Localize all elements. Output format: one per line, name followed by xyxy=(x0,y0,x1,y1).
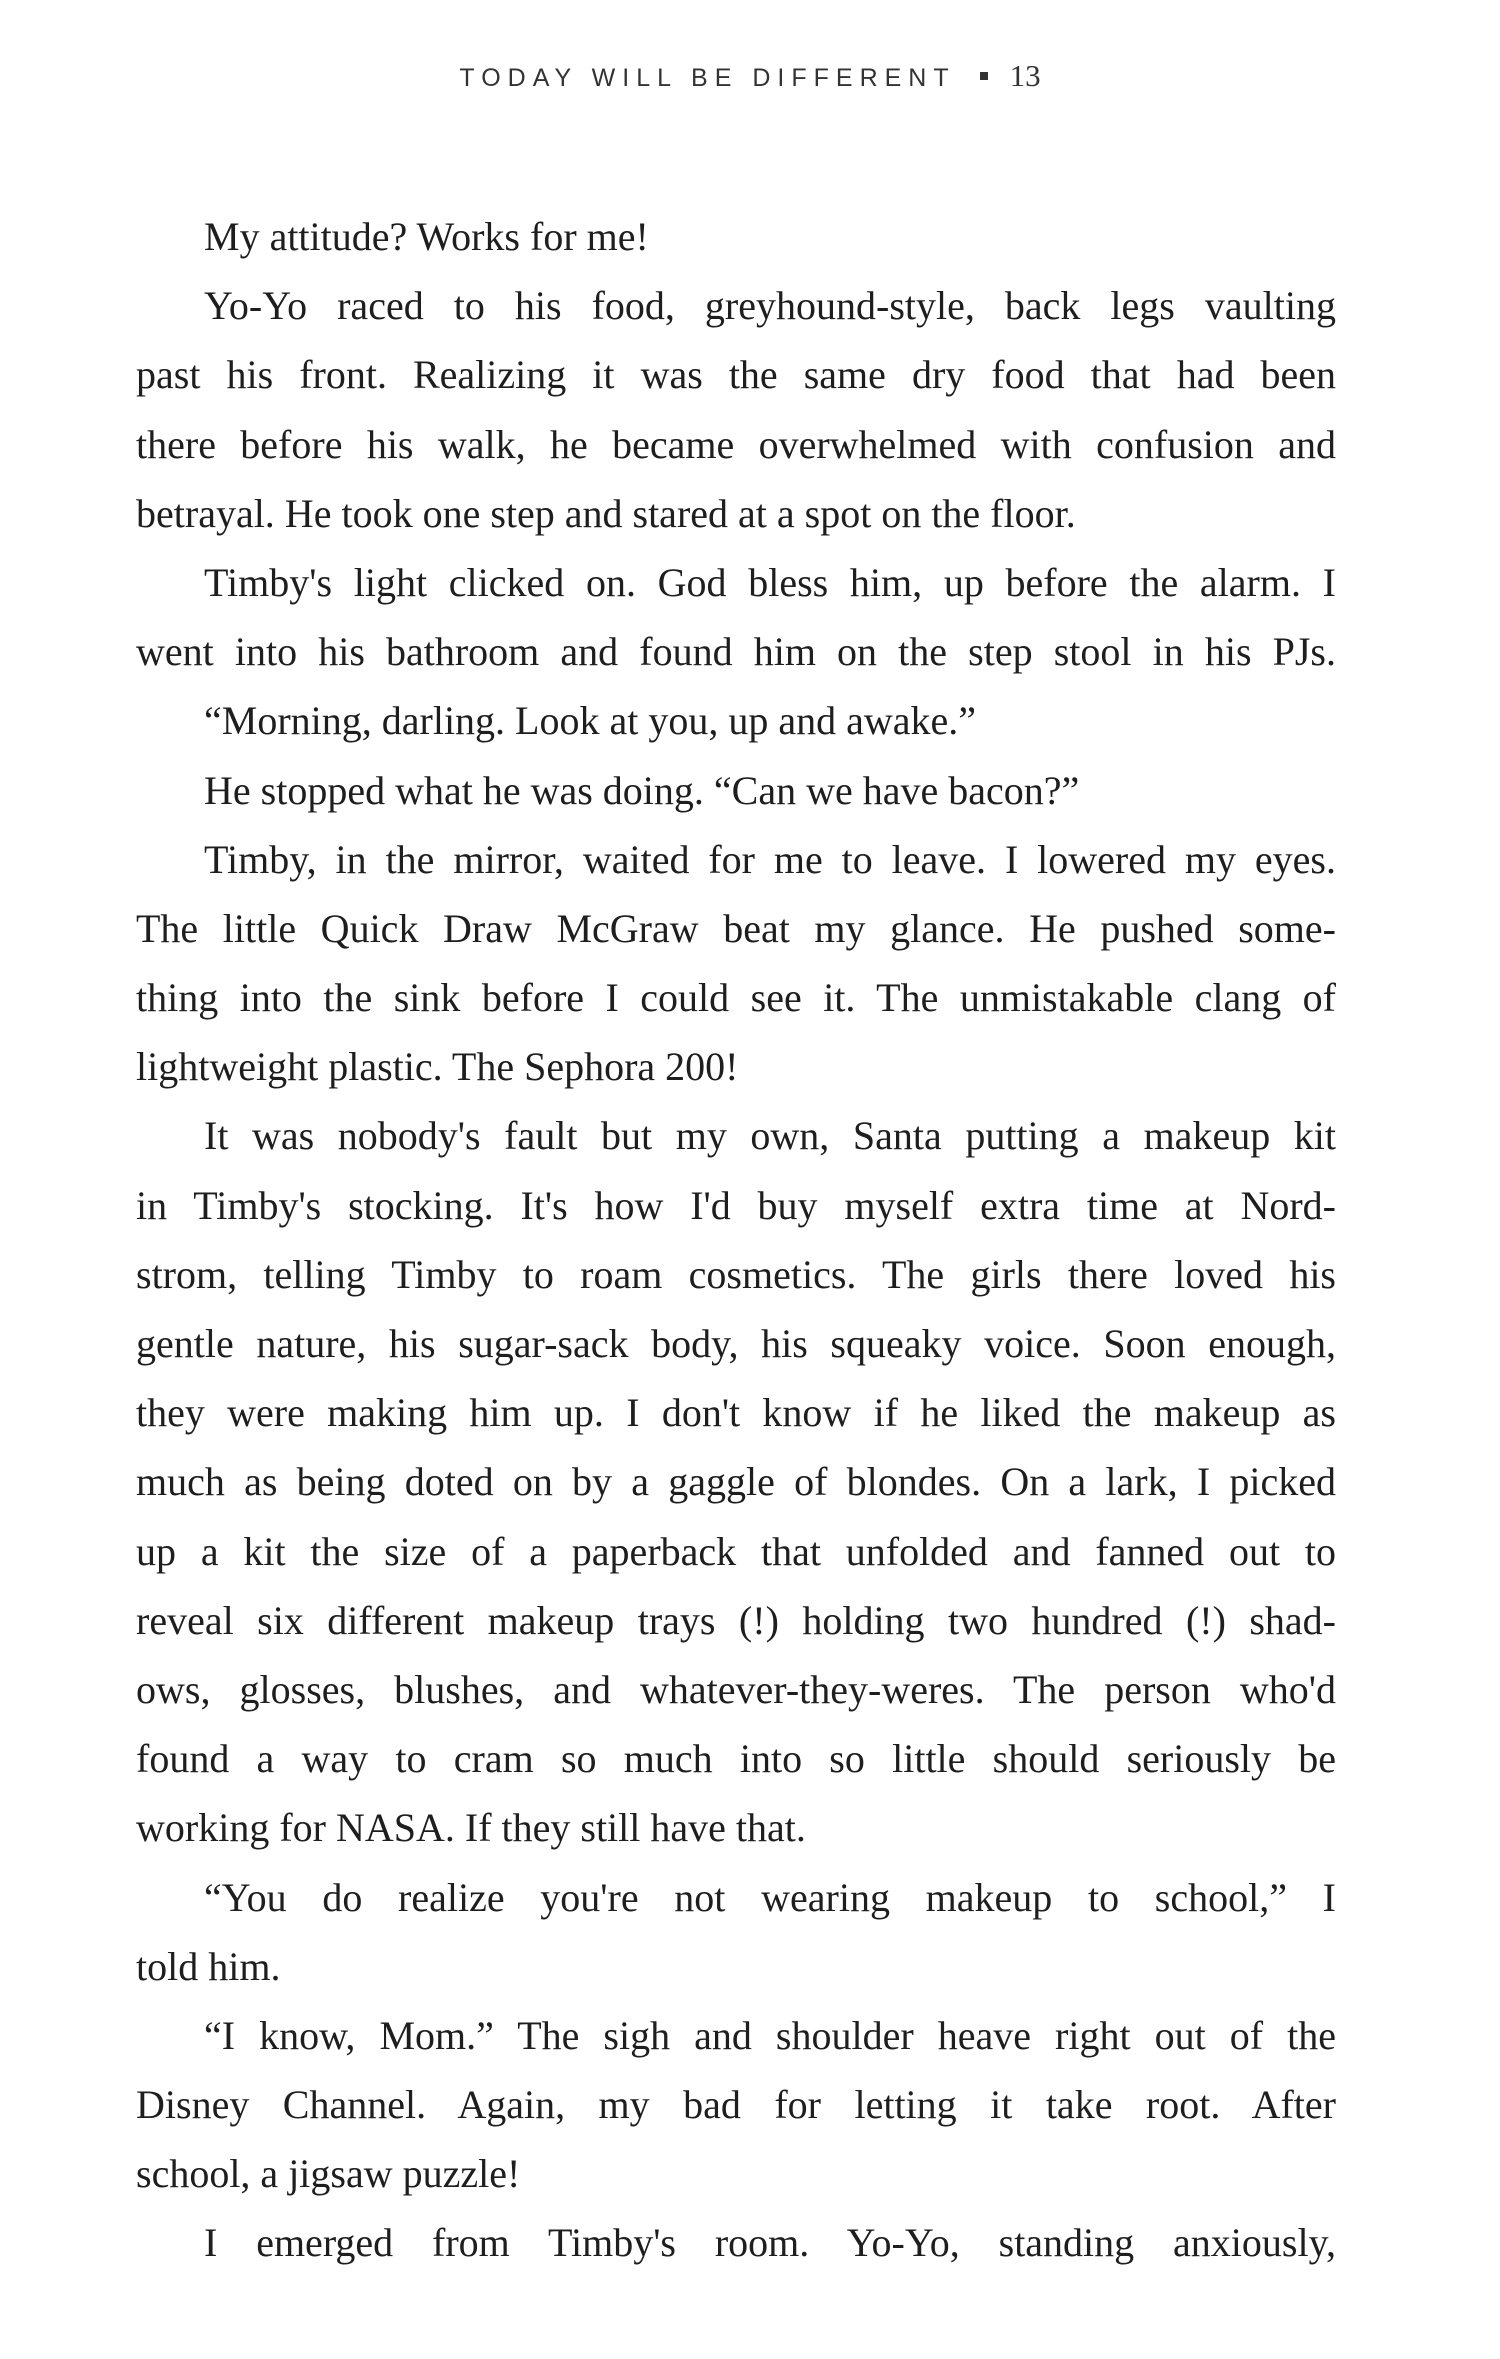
text-line: lightweight plastic. The Sephora 200! xyxy=(136,1044,739,1090)
text-line: Timby's light clicked on. God bless him, up before the alarm. I xyxy=(204,559,1336,605)
text-line: thing into the sink before I could see it. The unmistakable clang of xyxy=(136,975,1336,1021)
text-line: found a way to cram so much into so little should seriously be xyxy=(136,1736,1336,1782)
text-line: working for NASA. If they still have that. xyxy=(136,1805,806,1851)
text-line: “You do realize you're not wearing makeup to school,” I xyxy=(204,1874,1336,1920)
text-line: “Morning, darling. Look at you, up and awake.” xyxy=(204,698,977,744)
text-line: Disney Channel. Again, my bad for letting it take root. After xyxy=(136,2082,1336,2128)
text-line: strom, telling Timby to roam cosmetics. The girls there loved his xyxy=(136,1251,1336,1297)
text-line: told him. xyxy=(136,1943,281,1989)
text-line: The little Quick Draw McGraw beat my glance. He pushed some- xyxy=(136,905,1336,951)
text-line: much as being doted on by a gaggle of blondes. On a lark, I picked xyxy=(136,1459,1336,1505)
text-line: they were making him up. I don't know if he liked the makeup as xyxy=(136,1390,1336,1436)
text-line: there before his walk, he became overwhelmed with confusion and xyxy=(136,421,1336,467)
text-line: Timby, in the mirror, waited for me to leave. I lowered my eyes. xyxy=(204,836,1336,882)
running-title: TODAY WILL BE DIFFERENT xyxy=(459,64,956,92)
page-number: 13 xyxy=(1009,58,1041,93)
body-text xyxy=(136,202,1336,2278)
text-line: It was nobody's fault but my own, Santa putting a makeup kit xyxy=(204,1113,1336,1159)
text-line: up a kit the size of a paperback that unfolded and fanned out to xyxy=(136,1528,1336,1574)
text-line: betrayal. He took one step and stared at a spot on the floor. xyxy=(136,490,1076,536)
text-line: reveal six different makeup trays (!) holding two hundred (!) shad- xyxy=(136,1597,1336,1643)
text-line: went into his bathroom and found him on the step stool in his PJs. xyxy=(136,629,1336,675)
running-head xyxy=(0,58,1500,94)
text-line: gentle nature, his sugar-sack body, his squeaky voice. Soon enough, xyxy=(136,1321,1336,1366)
bullet-separator xyxy=(980,72,988,80)
text-line: Yo-Yo raced to his food, greyhound-style, back legs vaulting xyxy=(204,283,1336,329)
text-line: “I know, Mom.” The sigh and shoulder heave right out of the xyxy=(204,2012,1336,2058)
text-line: in Timby's stocking. It's how I'd buy myself extra time at Nord- xyxy=(136,1182,1336,1228)
text-line: He stopped what he was doing. “Can we have bacon?” xyxy=(204,767,1080,813)
text-line: My attitude? Works for me! xyxy=(204,214,649,259)
text-line: past his front. Realizing it was the same dry food that had been xyxy=(136,352,1336,398)
text-line: school, a jigsaw puzzle! xyxy=(136,2151,521,2197)
text-line: ows, glosses, blushes, and whatever-they-weres. The person who'd xyxy=(136,1666,1336,1712)
text-line: I emerged from Timby's room. Yo-Yo, standing anxiously, xyxy=(204,2220,1336,2266)
